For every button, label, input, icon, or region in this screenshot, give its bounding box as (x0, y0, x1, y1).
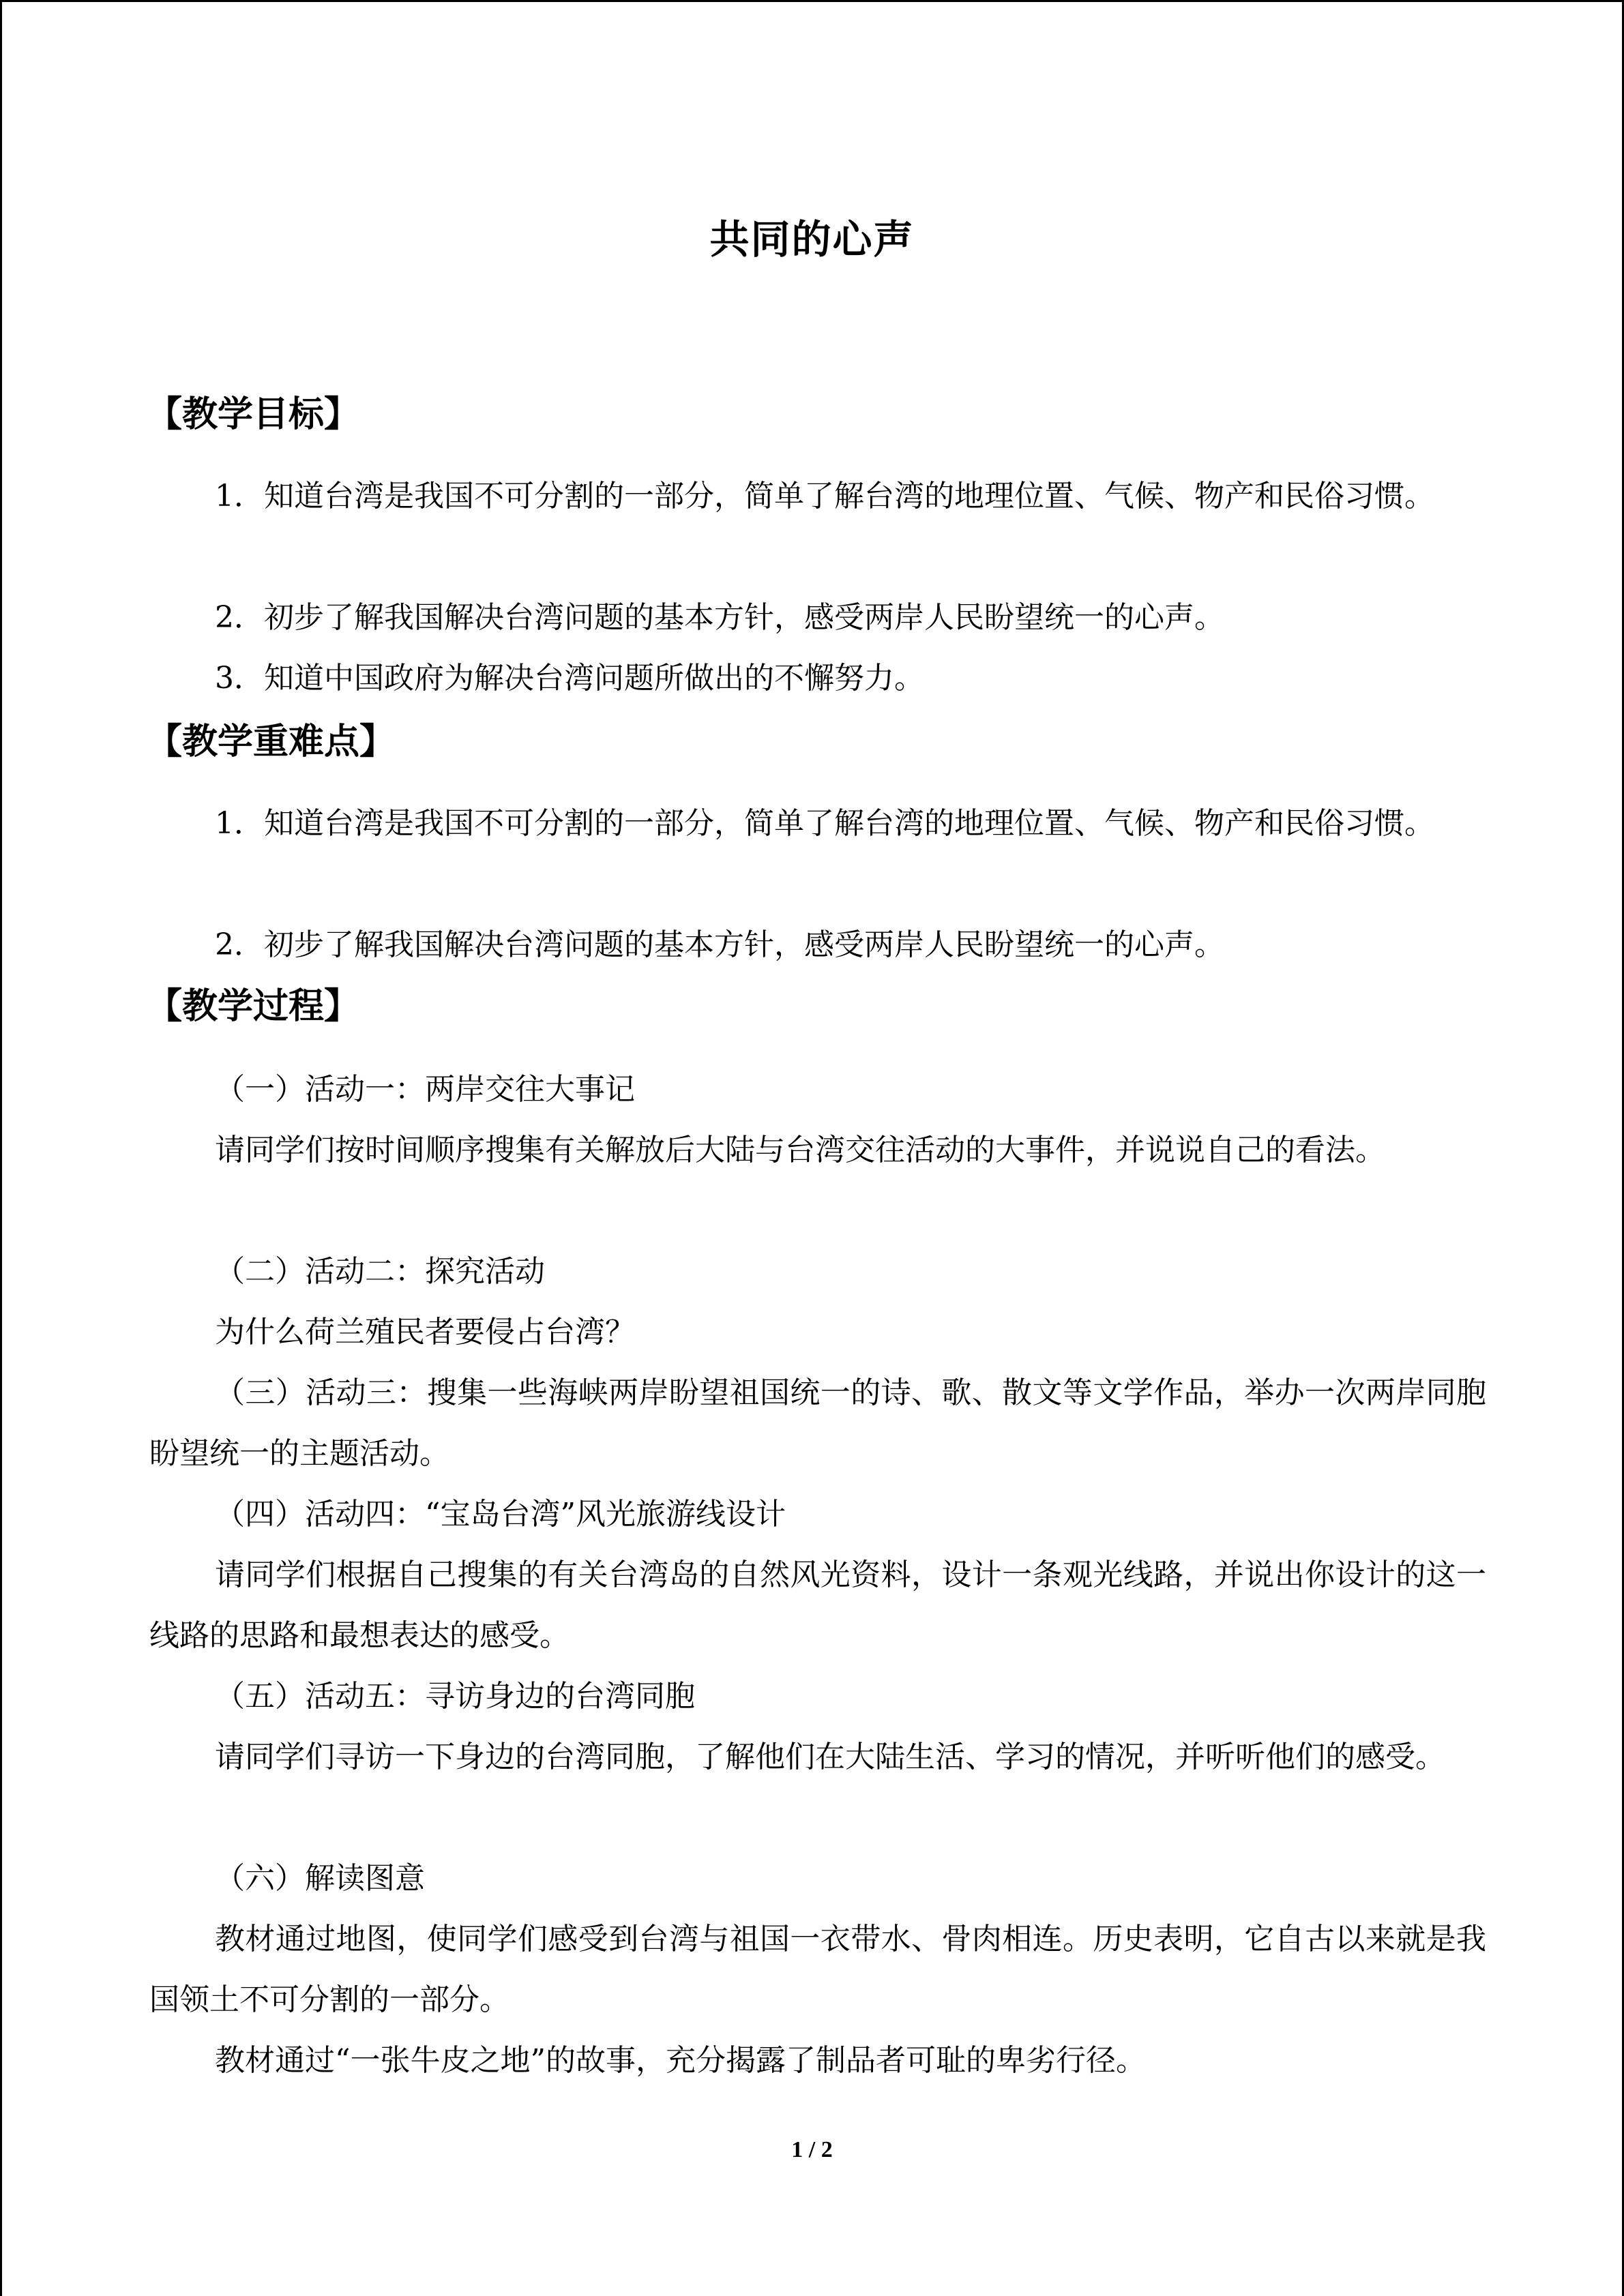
section-heading-process: 【教学过程】 (147, 986, 360, 1027)
key-point-item-2: 2．初步了解我国解决台湾问题的基本方针，感受两岸人民盼望统一的心声。 (215, 927, 1224, 962)
process-activity-5-body: 请同学们寻访一下身边的台湾同胞，了解他们在大陆生活、学习的情况，并听听他们的感受。 (215, 1740, 1445, 1774)
process-activity-6-title: （六）解读图意 (215, 1861, 425, 1896)
page-title: 共同的心声 (709, 216, 915, 263)
process-activity-4-body: 请同学们根据自己搜集的有关台湾岛的自然风光资料，设计一条观光线路，并说出你设计的这一线路的思路和最想表达的感受。 (149, 1557, 1486, 1653)
goal-item-3: 3．知道中国政府为解决台湾问题所做出的不懈努力。 (215, 661, 924, 696)
section-heading-goals: 【教学目标】 (147, 394, 360, 435)
goal-item-1: 1．知道台湾是我国不可分割的一部分，简单了解台湾的地理位置、气候、物产和民俗习惯。 (215, 479, 1434, 513)
process-activity-1-body: 请同学们按时间顺序搜集有关解放后大陆与台湾交往活动的大事件，并说说自己的看法。 (215, 1133, 1385, 1167)
process-activity-6-body-2: 教材通过“一张牛皮之地”的故事，充分揭露了制品者可耻的卑劣行径。 (215, 2043, 1146, 2078)
process-activity-5-title: （五）活动五：寻访身边的台湾同胞 (215, 1679, 695, 1714)
page-number: 1 / 2 (791, 2137, 833, 2162)
process-activity-3: （三）活动三：搜集一些海峡两岸盼望祖国统一的诗、歌、散文等文学作品，举办一次两岸同胞盼望统一的主题活动。 (149, 1375, 1486, 1471)
goal-item-2: 2．初步了解我国解决台湾问题的基本方针，感受两岸人民盼望统一的心声。 (215, 600, 1224, 635)
key-point-item-1: 1．知道台湾是我国不可分割的一部分，简单了解台湾的地理位置、气候、物产和民俗习惯。 (215, 806, 1434, 841)
process-activity-4-title: （四）活动四：“宝岛台湾”风光旅游线设计 (215, 1497, 786, 1532)
section-heading-key-points: 【教学重难点】 (147, 721, 396, 762)
process-activity-2-body: 为什么荷兰殖民者要侵占台湾？ (215, 1315, 635, 1350)
process-activity-1-title: （一）活动一：两岸交往大事记 (215, 1072, 635, 1107)
process-activity-6-body-1: 教材通过地图，使同学们感受到台湾与祖国一衣带水、骨肉相连。历史表明，它自古以来就是我国领土不可分割的一部分。 (149, 1922, 1486, 2017)
process-activity-2-title: （二）活动二：探究活动 (215, 1254, 545, 1289)
